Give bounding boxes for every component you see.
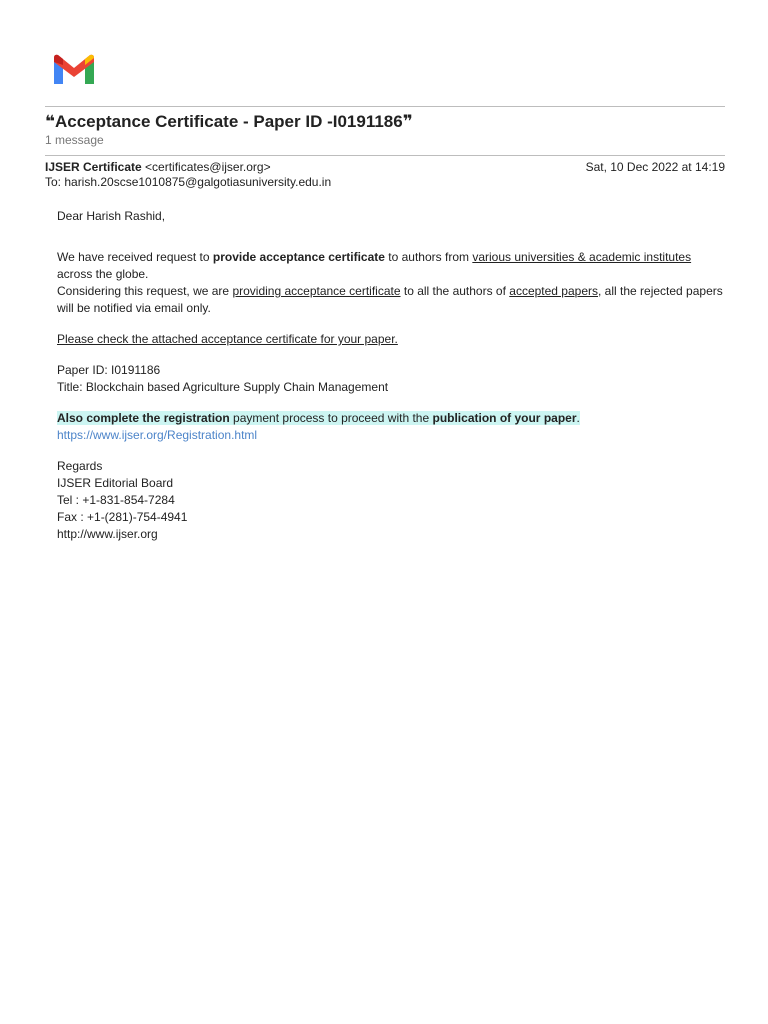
paragraph-2: [57, 283, 727, 317]
paper-id: Paper ID: I0191186: [57, 363, 161, 377]
highlighted-bold-text: publication of your paper: [432, 411, 577, 425]
sig-fax: Fax : +1-(281)-754-4941: [57, 510, 188, 524]
sender-email: <certificates@ijser.org>: [145, 160, 271, 174]
sender: [45, 160, 271, 174]
paragraph-1: [57, 249, 727, 283]
text: to all the authors of: [400, 284, 510, 298]
recipient: To: harish.20scse1010875@galgotiasuniversity.edu.in: [45, 175, 332, 189]
underlined-text: accepted papers: [509, 284, 598, 298]
paragraph-3: Please check the attached acceptance certificate for your paper.: [57, 332, 398, 346]
paper-title: Title: Blockchain based Agriculture Supply Chain Management: [57, 380, 389, 394]
text: We have received request to: [57, 250, 213, 264]
text: across the globe.: [57, 267, 149, 281]
greeting: Dear Harish Rashid,: [57, 209, 166, 223]
message-count: 1 message: [45, 133, 104, 147]
paragraph-4: [57, 410, 727, 427]
text: to authors from: [384, 250, 473, 264]
registration-link[interactable]: https://www.ijser.org/Registration.html: [57, 428, 258, 442]
sender-name: IJSER Certificate: [45, 160, 142, 174]
highlighted-text: payment process to proceed with the: [229, 411, 433, 425]
highlighted-bold-text: Also complete the registration: [57, 411, 230, 425]
registration-link-line: [57, 427, 727, 444]
header-divider: [45, 106, 725, 107]
sig-tel: Tel : +1-831-854-7284: [57, 493, 175, 507]
email-date: Sat, 10 Dec 2022 at 14:19: [585, 160, 725, 174]
email-body: [57, 208, 727, 543]
subject-divider: [45, 155, 725, 156]
text: , all the rejected papers will be notified via email only.: [57, 284, 723, 315]
underlined-text: providing acceptance certificate: [232, 284, 401, 298]
text: Considering this request, we are: [57, 284, 233, 298]
email-subject: ❝Acceptance Certificate - Paper ID -I0191186❞: [45, 112, 413, 131]
sig-regards: Regards: [57, 459, 103, 473]
highlighted-text: .: [576, 411, 580, 425]
bold-text: provide acceptance certificate: [212, 250, 385, 264]
underlined-text: various universities & academic institutes: [472, 250, 692, 264]
sig-board: IJSER Editorial Board: [57, 476, 174, 490]
sig-website: http://www.ijser.org: [57, 527, 158, 541]
gmail-logo-icon: [54, 54, 94, 84]
